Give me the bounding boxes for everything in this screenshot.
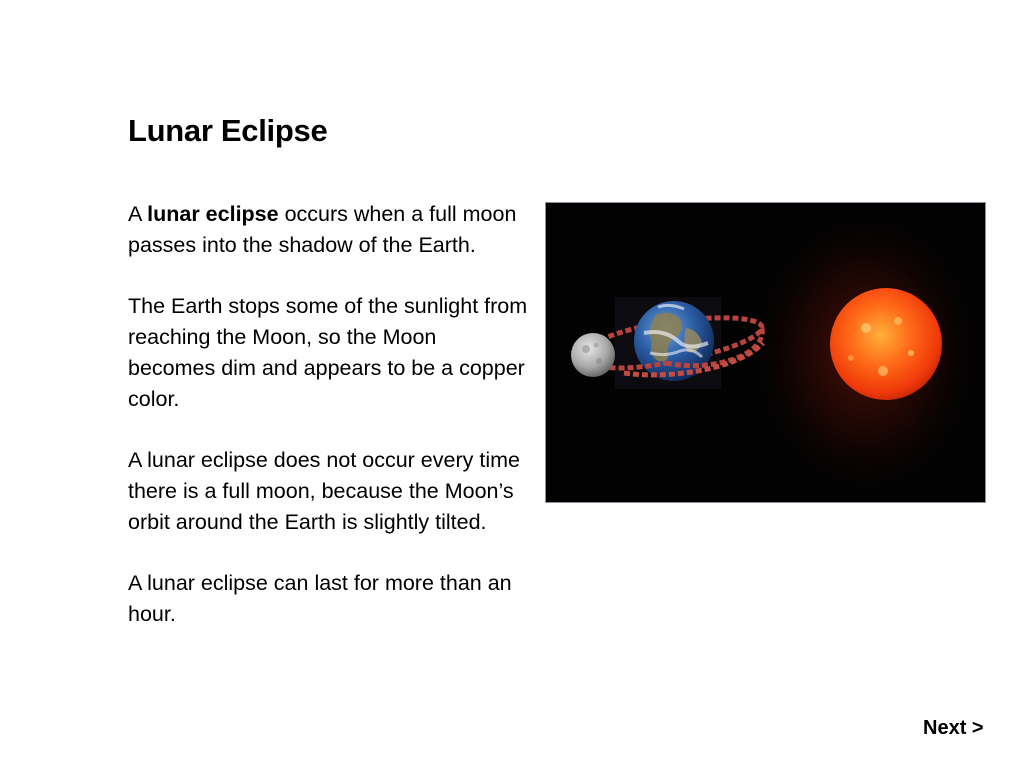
paragraph-copper-color: The Earth stops some of the sunlight from reaching the Moon, so the Moon becomes dim and appears to be a copper color.: [128, 294, 528, 411]
paragraph-definition-prefix: A: [128, 202, 148, 226]
paragraph-tilted-orbit: A lunar eclipse does not occur every time there is a full moon, because the Moon’s orbit around the Earth is slightly tilted.: [128, 448, 520, 534]
slide-body: [128, 199, 528, 660]
sun-icon: [830, 288, 942, 400]
eclipse-illustration: [545, 202, 986, 503]
eclipse-diagram: [546, 203, 985, 502]
slide-title: Lunar Eclipse: [128, 113, 328, 148]
next-button[interactable]: Next >: [923, 717, 984, 739]
moon-icon: [571, 333, 615, 377]
term-lunar-eclipse: lunar eclipse: [147, 202, 279, 226]
earth-icon: [634, 301, 714, 381]
paragraph-definition: [128, 199, 528, 261]
paragraph-definition-rest: occurs when a full moon passes into the shadow of the Earth.: [128, 202, 517, 257]
paragraph-duration: A lunar eclipse can last for more than an hour.: [128, 571, 512, 626]
